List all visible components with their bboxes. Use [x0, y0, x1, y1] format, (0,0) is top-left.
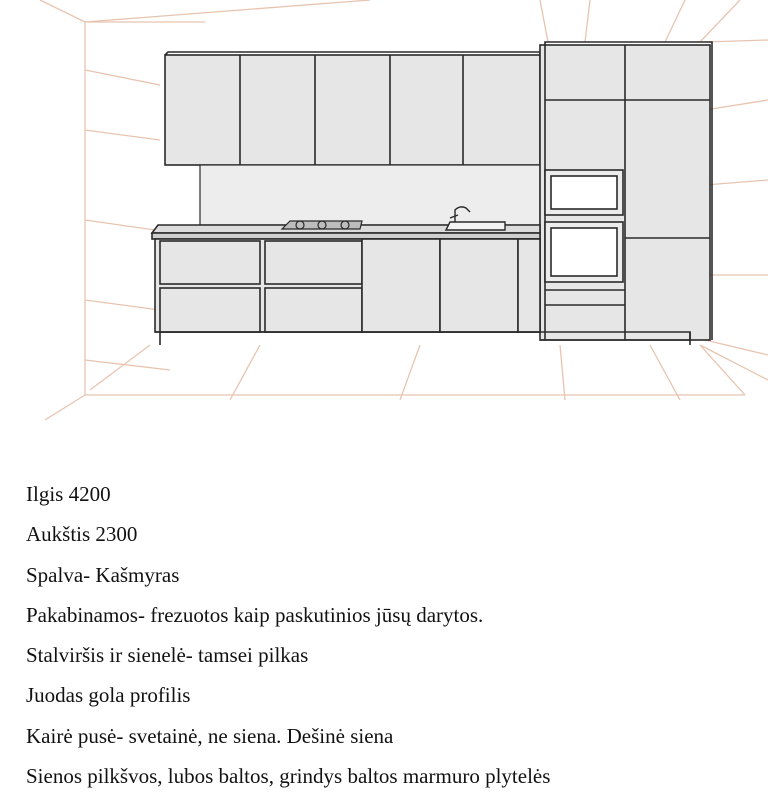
spec-sides: Kairė pusė- svetainė, ne siena. Dešinė siena: [26, 723, 394, 748]
cooktop: [282, 221, 362, 229]
spec-length: Ilgis 4200: [26, 482, 111, 506]
spec-countertop: Stalviršis ir sienelė- tamsei pilkas: [26, 643, 309, 668]
tall-cabinets: [540, 42, 712, 340]
upper-cabinets: [165, 52, 540, 165]
spec-gola-profile: Juodas gola profilis: [26, 683, 191, 708]
spec-list: [26, 474, 550, 796]
backsplash: [200, 165, 540, 225]
spec-color: Spalva- Kašmyras: [26, 562, 180, 587]
spec-wall-cabinets: Pakabinamos- frezuotos kaip paskutinios jūsų darytos.: [26, 602, 484, 627]
spec-height: Aukštis 2300: [26, 522, 138, 547]
spec-room-finish: Sienos pilkšvos, lubos baltos, grindys baltos marmuro plytelės: [26, 764, 551, 789]
